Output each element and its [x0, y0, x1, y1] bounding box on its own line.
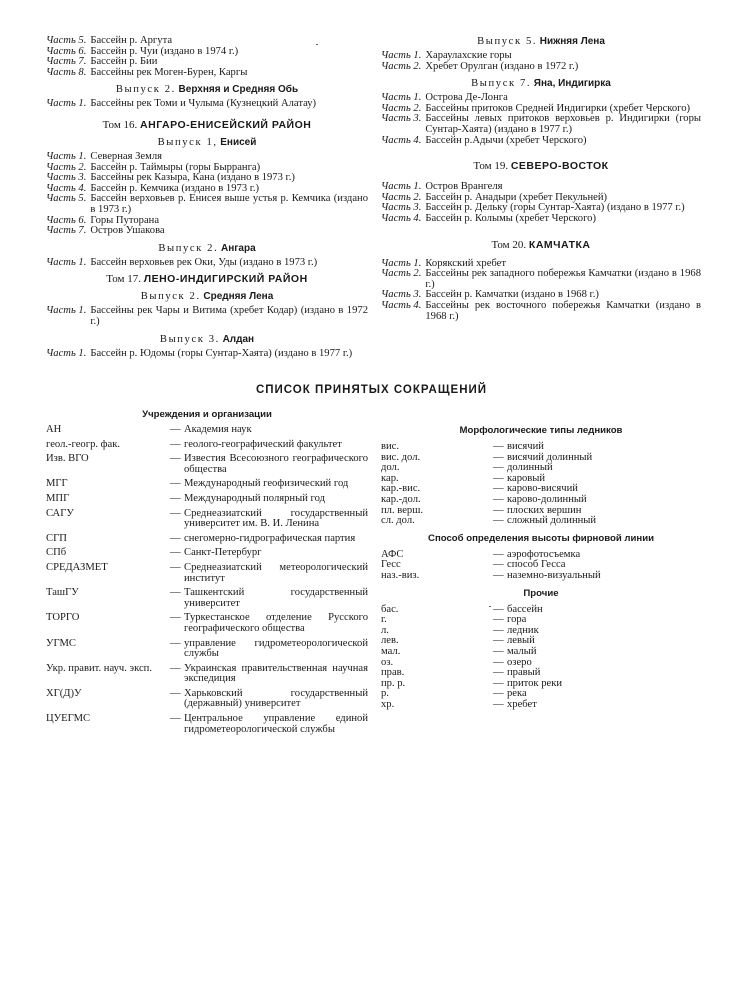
- abbreviation-dash: —: [170, 713, 181, 725]
- part-entry: [46, 36, 368, 47]
- abbreviation-dash: —: [493, 569, 504, 581]
- abbreviation-meaning: долинный: [507, 462, 553, 474]
- part-label: Часть 4.: [381, 134, 422, 146]
- part-entry: [46, 152, 368, 163]
- part-label: Часть 1.: [46, 98, 87, 110]
- part-text: Бассейн р. Аргута: [90, 35, 173, 46]
- abbreviation-dash: —: [493, 677, 504, 689]
- part-label: Часть 1.: [381, 92, 422, 104]
- part-entry: [46, 349, 368, 360]
- abbreviation-term: наз.-виз.: [381, 569, 420, 581]
- part-label: Часть 1.: [46, 305, 87, 317]
- part-list: [46, 36, 368, 78]
- abbreviation-meaning: ледник: [507, 624, 539, 636]
- part-label: Часть 1.: [46, 150, 87, 162]
- abbreviation-term: Изв. ВГО: [46, 453, 89, 465]
- organizations-section: [46, 409, 368, 735]
- abbreviation-row: [381, 636, 701, 647]
- abbreviation-dash: —: [493, 504, 504, 516]
- abbreviation-dash: —: [493, 603, 504, 615]
- abbreviation-list: [46, 425, 368, 735]
- abbreviation-term: АН: [46, 424, 62, 435]
- organizations-heading: Учреждения и организации: [142, 409, 272, 420]
- abbreviation-term: ХГ(Д)У: [46, 687, 82, 699]
- abbreviation-meaning: гора: [507, 614, 527, 626]
- abbreviation-meaning: плоских вершин: [507, 504, 582, 516]
- abbreviation-term: лев.: [381, 635, 399, 647]
- abbreviation-term: САГУ: [46, 507, 74, 519]
- abbreviation-dash: —: [493, 688, 504, 700]
- part-label: Часть 1.: [381, 257, 422, 269]
- abbreviation-row: [46, 479, 368, 490]
- part-label: Часть 1.: [381, 50, 422, 61]
- abbreviation-term: прав.: [381, 667, 405, 679]
- part-list: [46, 349, 368, 360]
- abbreviation-term: МГГ: [46, 478, 68, 490]
- abbreviation-meaning: геолого-географический факультет: [184, 438, 342, 450]
- part-entry: [46, 306, 368, 327]
- abbreviation-dash: —: [493, 441, 504, 452]
- abbreviation-meaning: Центральное управление единой гидрометеорологической службы: [184, 713, 368, 735]
- abbreviation-dash: —: [493, 548, 504, 560]
- abbreviation-dash: —: [493, 645, 504, 657]
- abbreviation-row: [46, 689, 368, 710]
- abbreviation-row: [381, 442, 701, 453]
- part-text: Бассейны рек Томи и Чулыма (Кузнецкий Алатау): [90, 98, 317, 110]
- issue-name: Алдан: [222, 333, 255, 345]
- abbreviation-term: АФС: [381, 548, 404, 560]
- abbreviation-meaning: река: [507, 688, 527, 700]
- abbreviation-row: [46, 613, 368, 634]
- abbreviation-term: оз.: [381, 656, 394, 668]
- issue-label: Выпуск 2.: [158, 242, 219, 254]
- abbreviation-term: УГМС: [46, 637, 76, 649]
- part-label: Часть 3.: [381, 113, 422, 125]
- abbreviation-row: [46, 714, 368, 735]
- abbreviation-meaning: хребет: [507, 698, 537, 710]
- part-label: Часть 8.: [46, 66, 87, 78]
- part-label: Часть 1.: [46, 256, 87, 268]
- part-entry: [381, 136, 701, 147]
- issue-label: Выпуск 2.: [140, 291, 201, 303]
- part-list: [46, 306, 368, 327]
- abbreviation-row: [46, 454, 368, 475]
- part-label: Часть 5.: [46, 193, 87, 205]
- issue-heading: [46, 334, 368, 345]
- part-label: Часть 1.: [381, 181, 422, 193]
- abbreviation-dash: —: [170, 687, 181, 699]
- issue-heading: [46, 291, 368, 302]
- abbreviation-dash: —: [170, 453, 181, 465]
- part-entry: [46, 68, 368, 79]
- abbreviation-row: [46, 425, 368, 436]
- abbreviation-term: кар.-дол.: [381, 493, 421, 505]
- issue-heading: [46, 137, 368, 148]
- abbreviation-row: [381, 615, 701, 626]
- abbreviation-term: ТОРГО: [46, 612, 80, 624]
- part-list: [381, 259, 701, 323]
- abbreviation-meaning: Среднеазиатский метеорологический институт: [184, 561, 368, 584]
- abbreviation-term: ТашГУ: [46, 587, 79, 599]
- abbreviation-dash: —: [493, 698, 504, 710]
- abbreviation-dash: —: [493, 614, 504, 626]
- abbreviation-term: бас.: [381, 603, 399, 615]
- issue-label: Выпуск 1,: [157, 136, 218, 148]
- abbreviation-term: Гесс: [381, 559, 401, 571]
- abbreviation-meaning: Среднеазиатский государственный университет им. В. И. Ленина: [184, 507, 368, 530]
- issue-name: Верхняя и Средняя Обь: [178, 84, 299, 96]
- part-label: Часть 2.: [381, 60, 422, 72]
- abbreviation-dash: —: [170, 478, 181, 490]
- abbreviation-meaning: способ Гесса: [507, 559, 566, 571]
- volume-label: Том 19.: [473, 160, 509, 173]
- part-text: Бассейн р. Таймыры (горы Бырранга): [90, 161, 261, 173]
- part-label: Часть 6.: [46, 214, 87, 226]
- abbreviation-term: МПГ: [46, 492, 70, 504]
- issue-name: Енисей: [220, 136, 257, 148]
- abbreviation-dash: —: [493, 624, 504, 636]
- abbreviation-meaning: висячий долинный: [507, 451, 593, 463]
- issue-heading: [381, 78, 701, 89]
- abbreviation-dash: —: [170, 438, 181, 450]
- abbreviation-dash: —: [493, 656, 504, 668]
- abbreviation-meaning: Украинская правительственная научная экспедиция: [184, 662, 368, 685]
- part-text: Хребет Орулган (издано в 1972 г.): [425, 60, 579, 72]
- abbreviation-row: [46, 440, 368, 451]
- abbreviation-meaning: каровый: [507, 472, 546, 484]
- part-text: Бассейны притоков Средней Индигирки (хребет Черского): [425, 102, 691, 114]
- volume-name: АНГАРО-ЕНИСЕЙСКИЙ РАЙОН: [140, 118, 312, 131]
- abbreviation-dash: —: [493, 483, 504, 495]
- abbreviation-meaning: Харьковский государственный (державный) университет: [184, 687, 368, 710]
- abbreviation-meaning: левый: [507, 635, 535, 647]
- abbreviation-term: СГП: [46, 532, 67, 544]
- print-speck: [489, 606, 491, 607]
- part-text: Бассейн р. Кемчика (издано в 1973 г.): [90, 182, 260, 194]
- abbreviation-row: [46, 548, 368, 559]
- part-text: Бассейны рек Моген-Бурен, Каргы: [90, 66, 248, 78]
- abbreviation-meaning: аэрофотосъемка: [507, 548, 581, 560]
- print-speck: [316, 44, 318, 45]
- abbreviation-dash: —: [170, 492, 181, 504]
- volume-heading: [46, 273, 368, 285]
- part-text: Бассейн р. Бии: [90, 56, 158, 68]
- volume-name: СЕВЕРО-ВОСТОК: [510, 160, 609, 173]
- abbreviation-row: [381, 605, 701, 616]
- abbreviation-meaning: Известия Всесоюзного географического общества: [184, 453, 368, 475]
- abbreviation-meaning: Ташкентский государственный университет: [184, 587, 368, 609]
- part-text: Корякский хребет: [425, 257, 506, 269]
- part-text: Острова Де-Лонга: [425, 92, 508, 104]
- part-text: Остров Ушакова: [90, 225, 165, 237]
- part-entry: [381, 51, 701, 62]
- abbreviation-meaning: правый: [507, 667, 541, 679]
- abbreviation-list: [381, 605, 701, 711]
- issue-name: Средняя Лена: [203, 291, 274, 303]
- volume-label: Том 20.: [491, 238, 527, 251]
- issue-heading: [46, 84, 368, 95]
- abbreviation-dash: —: [170, 424, 181, 435]
- abbreviation-dash: —: [493, 462, 504, 474]
- abbreviation-term: мал.: [381, 645, 401, 657]
- abbreviation-term: ЦУЕГМС: [46, 713, 91, 725]
- part-text: Хараулахские горы: [425, 50, 512, 61]
- part-label: Часть 3.: [381, 202, 422, 214]
- abbreviation-dash: —: [170, 532, 181, 544]
- abbreviation-meaning: наземно-визуальный: [507, 569, 601, 581]
- abbreviation-row: [46, 588, 368, 609]
- part-text: Бассейн верховьев рек Оки, Уды (издано в 1973 г.): [90, 256, 318, 268]
- part-entry: [381, 62, 701, 73]
- morph-types-heading: Морфологические типы ледников: [459, 425, 623, 436]
- abbreviation-term: СРЕДАЗМЕТ: [46, 561, 108, 573]
- abbreviation-row: [46, 639, 368, 660]
- volume-label: Том 17.: [106, 273, 141, 286]
- abbreviation-meaning: бассейн: [507, 603, 543, 615]
- abbreviation-dash: —: [170, 612, 181, 624]
- issue-heading: [46, 243, 368, 254]
- part-text: Бассейн верховьев р. Енисея выше устья р. Кемчика (издано в 1973 г.): [90, 193, 368, 215]
- abbreviation-term: кар.: [381, 472, 399, 484]
- abbreviation-term: кар.-вис.: [381, 483, 421, 495]
- issue-label: Выпуск 7.: [471, 78, 532, 90]
- part-label: Часть 1.: [46, 347, 87, 359]
- part-text: Бассейн р. Колымы (хребет Черского): [425, 212, 596, 224]
- abbreviation-meaning: снегомерно-гидрографическая партия: [184, 532, 356, 544]
- right-column: [381, 36, 701, 322]
- abbreviation-meaning: Международный геофизический год: [184, 478, 349, 490]
- part-text: Бассейны рек восточного побережья Камчатки (издано в 1968 г.): [425, 299, 701, 322]
- abbreviation-dash: —: [493, 559, 504, 571]
- abbreviation-meaning: Туркестанское отделение Русского географического общества: [184, 612, 368, 634]
- abbreviation-row: [381, 516, 701, 527]
- abbreviation-row: [46, 563, 368, 584]
- part-text: Бассейн р. Дельку (горы Сунтар-Хаята) (издано в 1977 г.): [425, 202, 685, 214]
- abbreviation-list: [381, 550, 701, 582]
- abbreviation-dash: —: [170, 587, 181, 599]
- abbreviation-term: дол.: [381, 462, 400, 474]
- abbreviation-dash: —: [170, 547, 181, 559]
- issue-label: Выпуск 2.: [115, 84, 176, 96]
- part-text: Горы Путорана: [90, 214, 160, 226]
- abbreviation-meaning: приток реки: [507, 677, 563, 689]
- part-label: Часть 5.: [46, 35, 87, 46]
- part-label: Часть 2.: [381, 268, 422, 280]
- abbreviation-term: геол.-геогр. фак.: [46, 438, 121, 450]
- part-text: Остров Врангеля: [425, 181, 503, 193]
- abbreviation-term: пр. р.: [381, 677, 406, 689]
- part-label: Часть 2.: [46, 161, 87, 173]
- part-entry: [46, 99, 368, 110]
- volume-heading: [381, 160, 701, 172]
- part-text: Бассейны рек Казыра, Кана (издано в 1973 г.): [90, 172, 295, 184]
- part-label: Часть 4.: [381, 299, 422, 311]
- issue-name: Яна, Индигирка: [533, 78, 611, 90]
- abbreviation-row: [46, 534, 368, 545]
- part-text: Бассейн р.Адычи (хребет Черского): [425, 134, 587, 146]
- abbreviation-list: [381, 442, 701, 527]
- abbreviation-dash: —: [493, 635, 504, 647]
- part-list: [381, 182, 701, 224]
- abbreviation-meaning: Санкт-Петербург: [184, 547, 262, 559]
- abbreviation-term: сл. дол.: [381, 515, 415, 527]
- abbreviation-term: вис. дол.: [381, 451, 421, 463]
- part-label: Часть 2.: [381, 102, 422, 114]
- left-column: [46, 36, 368, 359]
- part-label: Часть 2.: [381, 191, 422, 203]
- abbreviation-meaning: малый: [507, 645, 537, 657]
- part-text: Бассейн р. Анадыри (хребет Пекульней): [425, 191, 608, 203]
- abbreviation-term: Укр. правит. науч. эксп.: [46, 662, 152, 674]
- abbreviation-dash: —: [170, 507, 181, 519]
- abbreviation-meaning: управление гидрометеорологической службы: [184, 637, 368, 660]
- part-entry: [46, 258, 368, 269]
- part-label: Часть 7.: [46, 225, 87, 237]
- part-text: Северная Земля: [90, 150, 162, 162]
- issue-label: Выпуск 5.: [477, 36, 538, 47]
- abbreviation-dash: —: [170, 662, 181, 674]
- abbreviation-row: [46, 664, 368, 685]
- part-text: Бассейны левых притоков верховьев р. Индигирки (горы Сунтар-Хаята) (издано в 1977 г.): [425, 113, 701, 135]
- abbreviation-dash: —: [170, 561, 181, 573]
- abbreviation-row: [381, 689, 701, 700]
- part-label: Часть 4.: [381, 212, 422, 224]
- abbreviation-term: г.: [381, 614, 387, 626]
- issue-heading: [381, 36, 701, 47]
- volume-heading: [46, 119, 368, 131]
- abbreviation-dash: —: [493, 451, 504, 463]
- abbreviation-term: хр.: [381, 698, 395, 710]
- part-list: [381, 51, 701, 72]
- abbreviation-term: л.: [381, 624, 389, 636]
- part-entry: [46, 226, 368, 237]
- part-entry: [381, 301, 701, 322]
- abbreviations-title: СПИСОК ПРИНЯТЫХ СОКРАЩЕНИЙ: [255, 384, 488, 396]
- abbreviation-meaning: висячий: [507, 441, 544, 452]
- part-entry: [381, 269, 701, 290]
- part-label: Часть 3.: [46, 172, 87, 184]
- abbreviation-row: [381, 700, 701, 711]
- part-text: Бассейн р. Камчатки (издано в 1968 г.): [425, 289, 599, 301]
- abbreviation-row: [381, 571, 701, 582]
- abbreviation-row: [381, 626, 701, 637]
- abbreviation-dash: —: [493, 515, 504, 527]
- volume-label: Том 16.: [102, 118, 138, 131]
- abbreviation-row: [381, 647, 701, 658]
- abbreviation-dash: —: [493, 493, 504, 505]
- firn-line-heading: Способ определения высоты фирновой линии: [428, 532, 654, 544]
- part-text: Бассейн р. Юдомы (горы Сунтар-Хаята) (издано в 1977 г.): [90, 347, 353, 359]
- part-label: Часть 4.: [46, 182, 87, 194]
- abbreviation-term: вис.: [381, 441, 400, 452]
- abbreviation-meaning: карово-долинный: [507, 493, 587, 505]
- abbreviation-row: [46, 494, 368, 505]
- part-label: Часть 3.: [381, 289, 422, 301]
- abbreviation-term: СПб: [46, 547, 67, 559]
- abbreviation-meaning: карово-висячий: [507, 483, 578, 495]
- part-list: [46, 152, 368, 237]
- abbreviation-row: [46, 509, 368, 530]
- part-label: Часть 6.: [46, 45, 87, 57]
- abbreviation-meaning: озеро: [507, 656, 532, 668]
- part-entry: [46, 194, 368, 215]
- issue-label: Выпуск 3.: [159, 333, 220, 345]
- abbreviation-meaning: Международный полярный год: [184, 492, 325, 504]
- part-list: [46, 258, 368, 269]
- part-text: Бассейны рек Чары и Витима (хребет Кодар) (издано в 1972 г.): [90, 305, 368, 327]
- abbreviation-dash: —: [170, 637, 181, 649]
- volume-name: КАМЧАТКА: [528, 238, 591, 251]
- part-list: [46, 99, 368, 110]
- part-text: Бассейны рек западного побережья Камчатки (издано в 1968 г.): [425, 268, 701, 290]
- issue-name: Ангара: [220, 242, 256, 254]
- abbreviations-right-section: [381, 425, 701, 710]
- abbreviation-term: р.: [381, 688, 389, 700]
- abbreviation-row: [381, 495, 701, 506]
- abbreviation-meaning: Академия наук: [184, 424, 252, 435]
- abbreviation-meaning: сложный долинный: [507, 515, 597, 527]
- abbreviation-row: [381, 679, 701, 690]
- abbreviation-dash: —: [493, 667, 504, 679]
- abbreviation-row: [381, 658, 701, 669]
- volume-heading: [381, 239, 701, 251]
- volume-name: ЛЕНО-ИНДИГИРСКИЙ РАЙОН: [143, 273, 308, 286]
- part-list: [381, 93, 701, 146]
- abbreviation-dash: —: [493, 472, 504, 484]
- other-heading: Прочие: [523, 587, 559, 599]
- part-label: Часть 7.: [46, 56, 87, 68]
- part-entry: [381, 214, 701, 225]
- part-text: Бассейн р. Чуи (издано в 1974 г.): [90, 45, 239, 57]
- part-entry: [381, 114, 701, 135]
- issue-name: Нижняя Лена: [539, 36, 605, 47]
- abbreviation-term: пл. верш.: [381, 504, 423, 516]
